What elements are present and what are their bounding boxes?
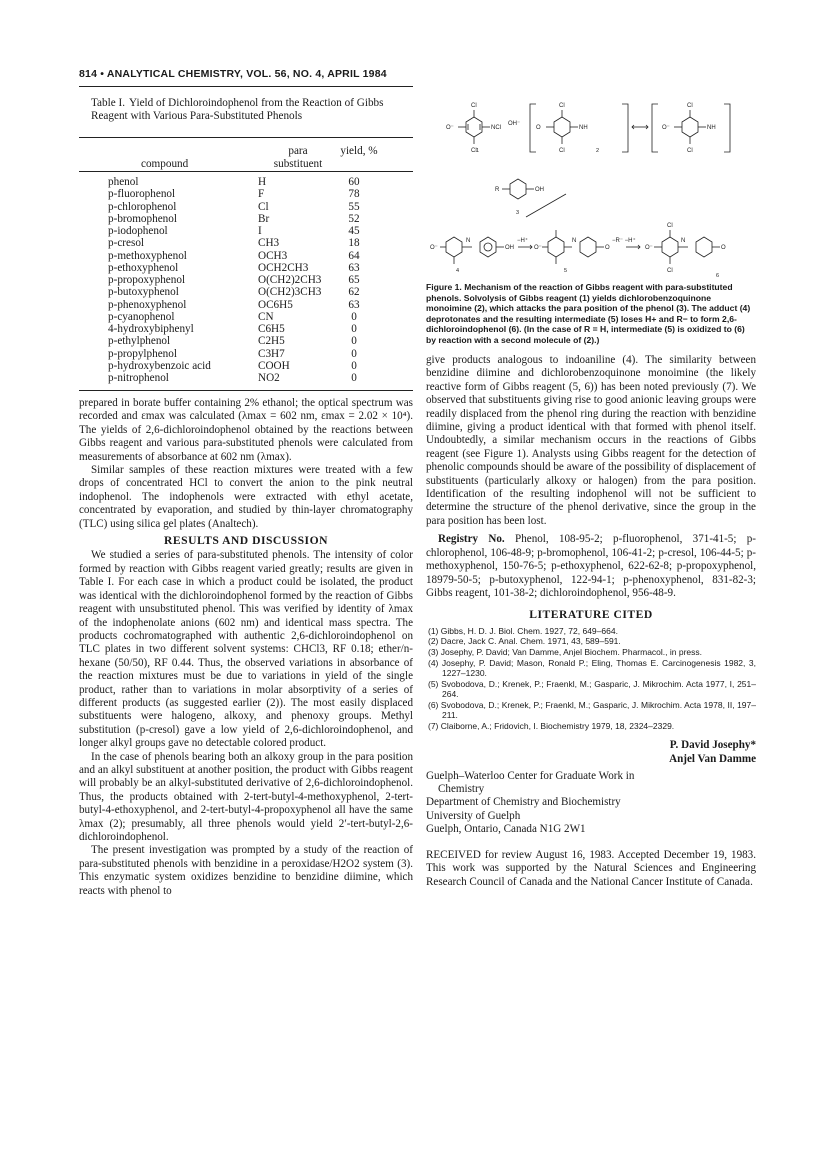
cell-substituent: O(CH2)2CH3 — [258, 274, 322, 286]
reference-item: (1) Gibbs, H. D. J. Biol. Chem. 1927, 72, 649–664. — [428, 625, 618, 636]
label-cl: Cl — [471, 103, 477, 109]
table-row — [108, 213, 376, 225]
left-column — [79, 397, 413, 898]
cell-compound: p-cyanophenol — [108, 310, 175, 323]
cell-compound: p-propylphenol — [108, 347, 177, 360]
affiliation-line: Chemistry — [438, 783, 485, 796]
caption-text: Mechanism of the reaction of Gibbs reagent with para-substituted phenols. Solvolysis of Gibbs reagent (1) yields dichlorobenzoquinone monoimine (2), which attacks the para position of the phenol (3). The adduct (4) deprotonates and the resulting intermediate (5) loses H+ and R− to form 2,6-dichloroindophenol (6). (In the case of R = H, intermediate (5) is oxidized to (6) by reaction with a second molecule of (2).) — [426, 282, 751, 345]
paragraph: give products analogous to indoaniline (4). The similarity between benzidine diimine and dichlorobenzoquinone monoimine (the likely reactive form of Gibbs reagent (5, 6)) has been noted previously (7). We observed that substituents giving rise to good anionic leaving groups were readily displaced from the phenol ring during the reaction with benzidine diimine, giving a product identical with that formed with phenol itself. Undoubtedly, a similar mechanism occurs in the reactions of Gibbs reagent (see Figure 1). Analysts using Gibbs reagent for the detection of phenolic compounds should be aware of the possibility of displacement of substituents (particularly alkoxy or halogen) from the para position. Identification of the resulting indophenol will not be sufficient to determine the structure of the phenol derivative, since the group in the para position has been lost. — [426, 354, 756, 527]
label-cl: Cl — [687, 148, 693, 154]
cell-compound: p-chlorophenol — [108, 200, 177, 213]
cell-yield: 0 — [351, 323, 357, 335]
reference-item: (5) Svobodova, D.; Krenek, P.; Fraenkl, M.; Gasparic, J. Mikrochim. Acta 1977, I, 251–264. — [428, 678, 756, 700]
table-row — [108, 201, 376, 213]
col-para: para substituent — [273, 145, 323, 170]
cell-yield: 0 — [351, 347, 357, 360]
table-row — [108, 188, 376, 200]
cell-yield: 55 — [348, 200, 360, 213]
cell-yield: 52 — [348, 212, 360, 225]
label-o: O⁻ — [662, 125, 670, 131]
compound-label: 2 — [596, 148, 600, 154]
cell-compound: p-butoxyphenol — [108, 286, 179, 299]
cell-substituent: CH3 — [258, 237, 280, 250]
table-row — [108, 250, 376, 262]
cell-substituent: H — [258, 176, 267, 188]
registry-paragraph — [426, 533, 756, 600]
label-cl: Cl — [559, 148, 565, 154]
cell-yield: 65 — [348, 274, 360, 286]
cell-yield: 63 — [348, 298, 360, 311]
label-step: −H⁺ — [517, 238, 529, 244]
cell-yield: 0 — [351, 335, 357, 348]
affiliation — [426, 770, 756, 837]
table-row — [108, 335, 376, 347]
author-name: P. David Josephy* — [669, 738, 756, 751]
table-head-rule — [79, 137, 413, 138]
figure-caption — [426, 282, 756, 346]
table-row — [108, 372, 376, 384]
cell-yield: 0 — [351, 359, 357, 372]
table-row — [108, 286, 376, 298]
label-cl: Cl — [667, 268, 673, 274]
cell-compound: p-methoxyphenol — [108, 249, 187, 262]
reference-item: (4) Josephy, P. David; Mason, Ronald P.; Eling, Thomas E. Carcinogenesis 1982, 3, 1227–1230. — [428, 657, 756, 679]
cell-compound: p-fluorophenol — [108, 188, 176, 201]
molecule-5 — [542, 230, 604, 264]
label-nh: NH — [707, 125, 716, 131]
label-o: O⁻ — [645, 245, 653, 251]
table-row — [108, 348, 376, 360]
label-o: O⁻ — [534, 245, 542, 251]
cell-compound: phenol — [108, 176, 139, 188]
table-row — [108, 360, 376, 372]
cell-substituent: NO2 — [258, 372, 280, 384]
cell-compound: p-hydroxybenzoic acid — [108, 359, 211, 372]
cell-yield: 62 — [348, 286, 360, 299]
cell-compound: p-cresol — [108, 237, 145, 250]
paragraph: The present investigation was prompted by a study of the reaction of para-substituted phenols with benzidine in a peroxidase/H2O2 system (3). This enzymatic system oxidizes benzidine to benzidine diimine, which reacts with phenol to — [79, 844, 413, 897]
cell-substituent: I — [258, 225, 262, 237]
yield-table — [108, 176, 376, 384]
affiliation-line: Department of Chemistry and Biochemistry — [426, 796, 621, 809]
col-yield: yield, % — [340, 145, 378, 157]
label-cl: Cl — [667, 223, 673, 229]
registry-text: Phenol, 108-95-2; p-fluorophenol, 371-41-5; p-chlorophenol, 106-48-9; p-bromophenol, 106-41-2; p-cresol, 106-44-5; p-methoxyphenol, 150-76-5; p-ethoxyphenol, 622-62-8; p-propoxyphenol, 18979-50-5; p-butoxyphenol, 122-94-1; p-phenoxyphenol, 831-82-3; Gibbs reagent, 101-38-2; dichloroindophenol, 956-48-9. — [426, 533, 757, 599]
table-bottom-rule — [79, 390, 413, 391]
caption-label: Figure 1. — [426, 282, 462, 292]
cell-yield: 78 — [348, 188, 360, 201]
table-row — [108, 237, 376, 249]
label-cl: Cl — [471, 148, 477, 154]
table-row — [108, 225, 376, 237]
cell-yield: 0 — [351, 310, 357, 323]
cell-yield: 60 — [348, 176, 360, 188]
cell-compound: p-bromophenol — [108, 212, 177, 225]
reference-list — [426, 626, 756, 732]
cell-substituent: O(CH2)3CH3 — [258, 286, 322, 299]
table-top-rule — [79, 86, 413, 87]
molecule-6 — [654, 230, 720, 264]
label-cl: Cl — [559, 103, 565, 109]
compound-label: 6 — [716, 273, 720, 278]
received-note: RECEIVED for review August 16, 1983. Accepted December 19, 1983. This work was supported by the Natural Sciences and Engineering Research Council of Canada and the National Cancer Institute of Canada. — [426, 848, 756, 888]
reference-item: (6) Svobodova, D.; Krenek, P.; Fraenkl, M.; Gasparic, J. Mikrochim. Acta 1978, II, 197–211. — [428, 699, 756, 721]
col-compound: compound — [141, 158, 189, 170]
cell-substituent: Cl — [258, 200, 269, 213]
cell-substituent: C2H5 — [258, 335, 285, 348]
cell-yield: 63 — [348, 261, 360, 274]
label-nh: NH — [579, 125, 588, 131]
label-oh: OH⁻ — [508, 121, 521, 127]
cell-yield: 64 — [348, 249, 360, 262]
cell-substituent: C3H7 — [258, 347, 285, 360]
label-o: O — [536, 125, 541, 131]
molecule-2a — [546, 110, 578, 144]
compound-label: 5 — [564, 268, 568, 274]
label-oh: OH — [505, 245, 514, 251]
affiliation-line: Guelph–Waterloo Center for Graduate Work in — [426, 769, 635, 782]
label-n: N — [681, 238, 686, 244]
table-row — [108, 176, 376, 188]
table-row — [108, 262, 376, 274]
cell-yield: 18 — [348, 237, 360, 250]
label-oh: OH — [535, 187, 544, 193]
affiliation-line: University of Guelph — [426, 809, 521, 822]
label-n: N — [466, 238, 471, 244]
table-label: Table I. — [91, 97, 126, 109]
label-cl: Cl — [687, 103, 693, 109]
literature-heading: LITERATURE CITED — [529, 608, 653, 622]
label-n: N — [572, 238, 577, 244]
reference-item: (3) Josephy, P. David; Van Damme, Anjel Biochem. Pharmacol., in press. — [428, 646, 703, 657]
cell-substituent: OCH2CH3 — [258, 261, 309, 274]
affiliation-line: Guelph, Ontario, Canada N1G 2W1 — [426, 823, 586, 836]
cell-compound: p-propoxyphenol — [108, 274, 186, 286]
reference-item: (2) Dacre, Jack C. Anal. Chem. 1971, 43, 589–591. — [428, 636, 621, 647]
molecule-4 — [440, 237, 504, 264]
cell-compound: p-phenoxyphenol — [108, 298, 187, 311]
table-header — [79, 143, 413, 173]
cell-compound: p-iodophenol — [108, 225, 168, 237]
cell-substituent: COOH — [258, 359, 290, 372]
reference-item: (7) Claiborne, A.; Fridovich, I. Biochemistry 1979, 18, 2324–2329. — [428, 721, 675, 732]
table-caption: Yield of Dichloroindophenol from the Reaction of Gibbs Reagent with Various Para-Substituted Phenols — [91, 97, 384, 123]
table-row — [108, 274, 376, 286]
table-body-rule — [79, 171, 413, 172]
cell-compound: p-nitrophenol — [108, 372, 169, 384]
figure-1-mechanism — [426, 92, 756, 278]
cell-yield: 45 — [348, 225, 360, 237]
author-name: Anjel Van Damme — [669, 752, 756, 765]
table-row — [108, 311, 376, 323]
molecule-1 — [458, 110, 490, 144]
label-o: O — [605, 245, 610, 251]
table-row — [108, 323, 376, 335]
table-title — [91, 97, 391, 123]
cell-substituent: CN — [258, 310, 274, 323]
author-block — [426, 738, 756, 766]
cell-yield: 0 — [351, 372, 357, 384]
label-o: O — [721, 245, 726, 251]
reaction-arrow — [526, 194, 566, 217]
cell-compound: 4-hydroxybiphenyl — [108, 323, 194, 335]
paragraph: We studied a series of para-substituted phenols. The intensity of color formed by reaction with Gibbs reagent varied greatly; results are given in Table I. For each case in which a product could be isolated, the product was identical with the dichloroindophenol formed by the reaction of Gibbs reagent with unsubstituted phenol. This was verified by identity of λmax of the indophenolate anions (602 nm) and identical mass spectra. The products cochromatographed with authentic 2,6-dichloroindophenol on TLC plates in two different solvent systems: CHCl3, RF 0.18; ether/n-hexane (50/50), RF 0.44. Thus, the observed variations in absorbance of the reaction mixtures must be due to variations in yield of the single product, rather than to variations in molar absorptivity of a series of different products (as suggested earlier (2)). The most easily displaced substituents were halogeno, alkoxy, and phenoxy groups. Methyl substitution (p-cresol) gave a low yield of 2,6-dichloroindophenol, and longer alkyl groups gave no detectable colored product. — [79, 549, 413, 750]
table-row — [108, 299, 376, 311]
label-ncl: NCl — [491, 125, 501, 131]
cell-substituent: OCH3 — [258, 249, 288, 262]
cell-substituent: F — [258, 188, 265, 201]
cell-substituent: C6H5 — [258, 323, 285, 335]
cell-substituent: Br — [258, 212, 270, 225]
paragraph: Similar samples of these reaction mixtures were treated with a few drops of concentrated HCl to convert the anion to the pink neutral indophenol. The indophenols were extracted with ethyl acetate, concentrated by evaporation, and studied by thin-layer chromatography (TLC) using silica gel plates (Analtech). — [79, 464, 413, 530]
registry-label: Registry No. — [438, 533, 505, 546]
compound-label: 4 — [456, 268, 460, 274]
compound-label: 3 — [516, 210, 520, 216]
label-step: −R⁻ −H⁺ — [612, 238, 636, 244]
paragraph: prepared in borate buffer containing 2% ethanol; the optical spectrum was recorded and εmax was calculated (λmax = 602 nm, εmax = 2.02 × 10⁴). The yields of 2,6-dichloroindophenol obtained by the reactions between Gibbs reagent and various para-substituted phenols were calculated from measurements of absorbance at 602 nm (λmax). — [79, 397, 413, 463]
compound-label: 1 — [476, 148, 480, 154]
section-heading: RESULTS AND DISCUSSION — [164, 534, 328, 548]
cell-substituent: OC6H5 — [258, 298, 293, 311]
running-header: 814 • ANALYTICAL CHEMISTRY, VOL. 56, NO. 4, APRIL 1984 — [79, 68, 387, 80]
cell-compound: p-ethoxyphenol — [108, 261, 179, 274]
right-column — [426, 354, 756, 889]
label-o: O⁻ — [430, 245, 438, 251]
label-r: R — [495, 187, 500, 193]
paragraph: In the case of phenols bearing both an alkoxy group in the para position and an alkyl substituent at another position, the product with Gibbs reagent will probably be an alkyl-substituted derivative of 2,6-dichloroindophenol. Thus, the products obtained with 2-tert-butyl-4-methoxyphenol, 2-tert-butyl-4-ethoxyphenol, and 2-tert-butyl-4-propoxyphenol all have the same λmax (2); presumably, all three phenols would yield 2′-tert-butyl-2,6-dichloroindophenol. — [79, 750, 413, 843]
cell-compound: p-ethylphenol — [108, 335, 171, 348]
label-o: O⁻ — [446, 125, 454, 131]
molecule-2b — [674, 110, 706, 144]
molecule-3 — [502, 179, 534, 199]
